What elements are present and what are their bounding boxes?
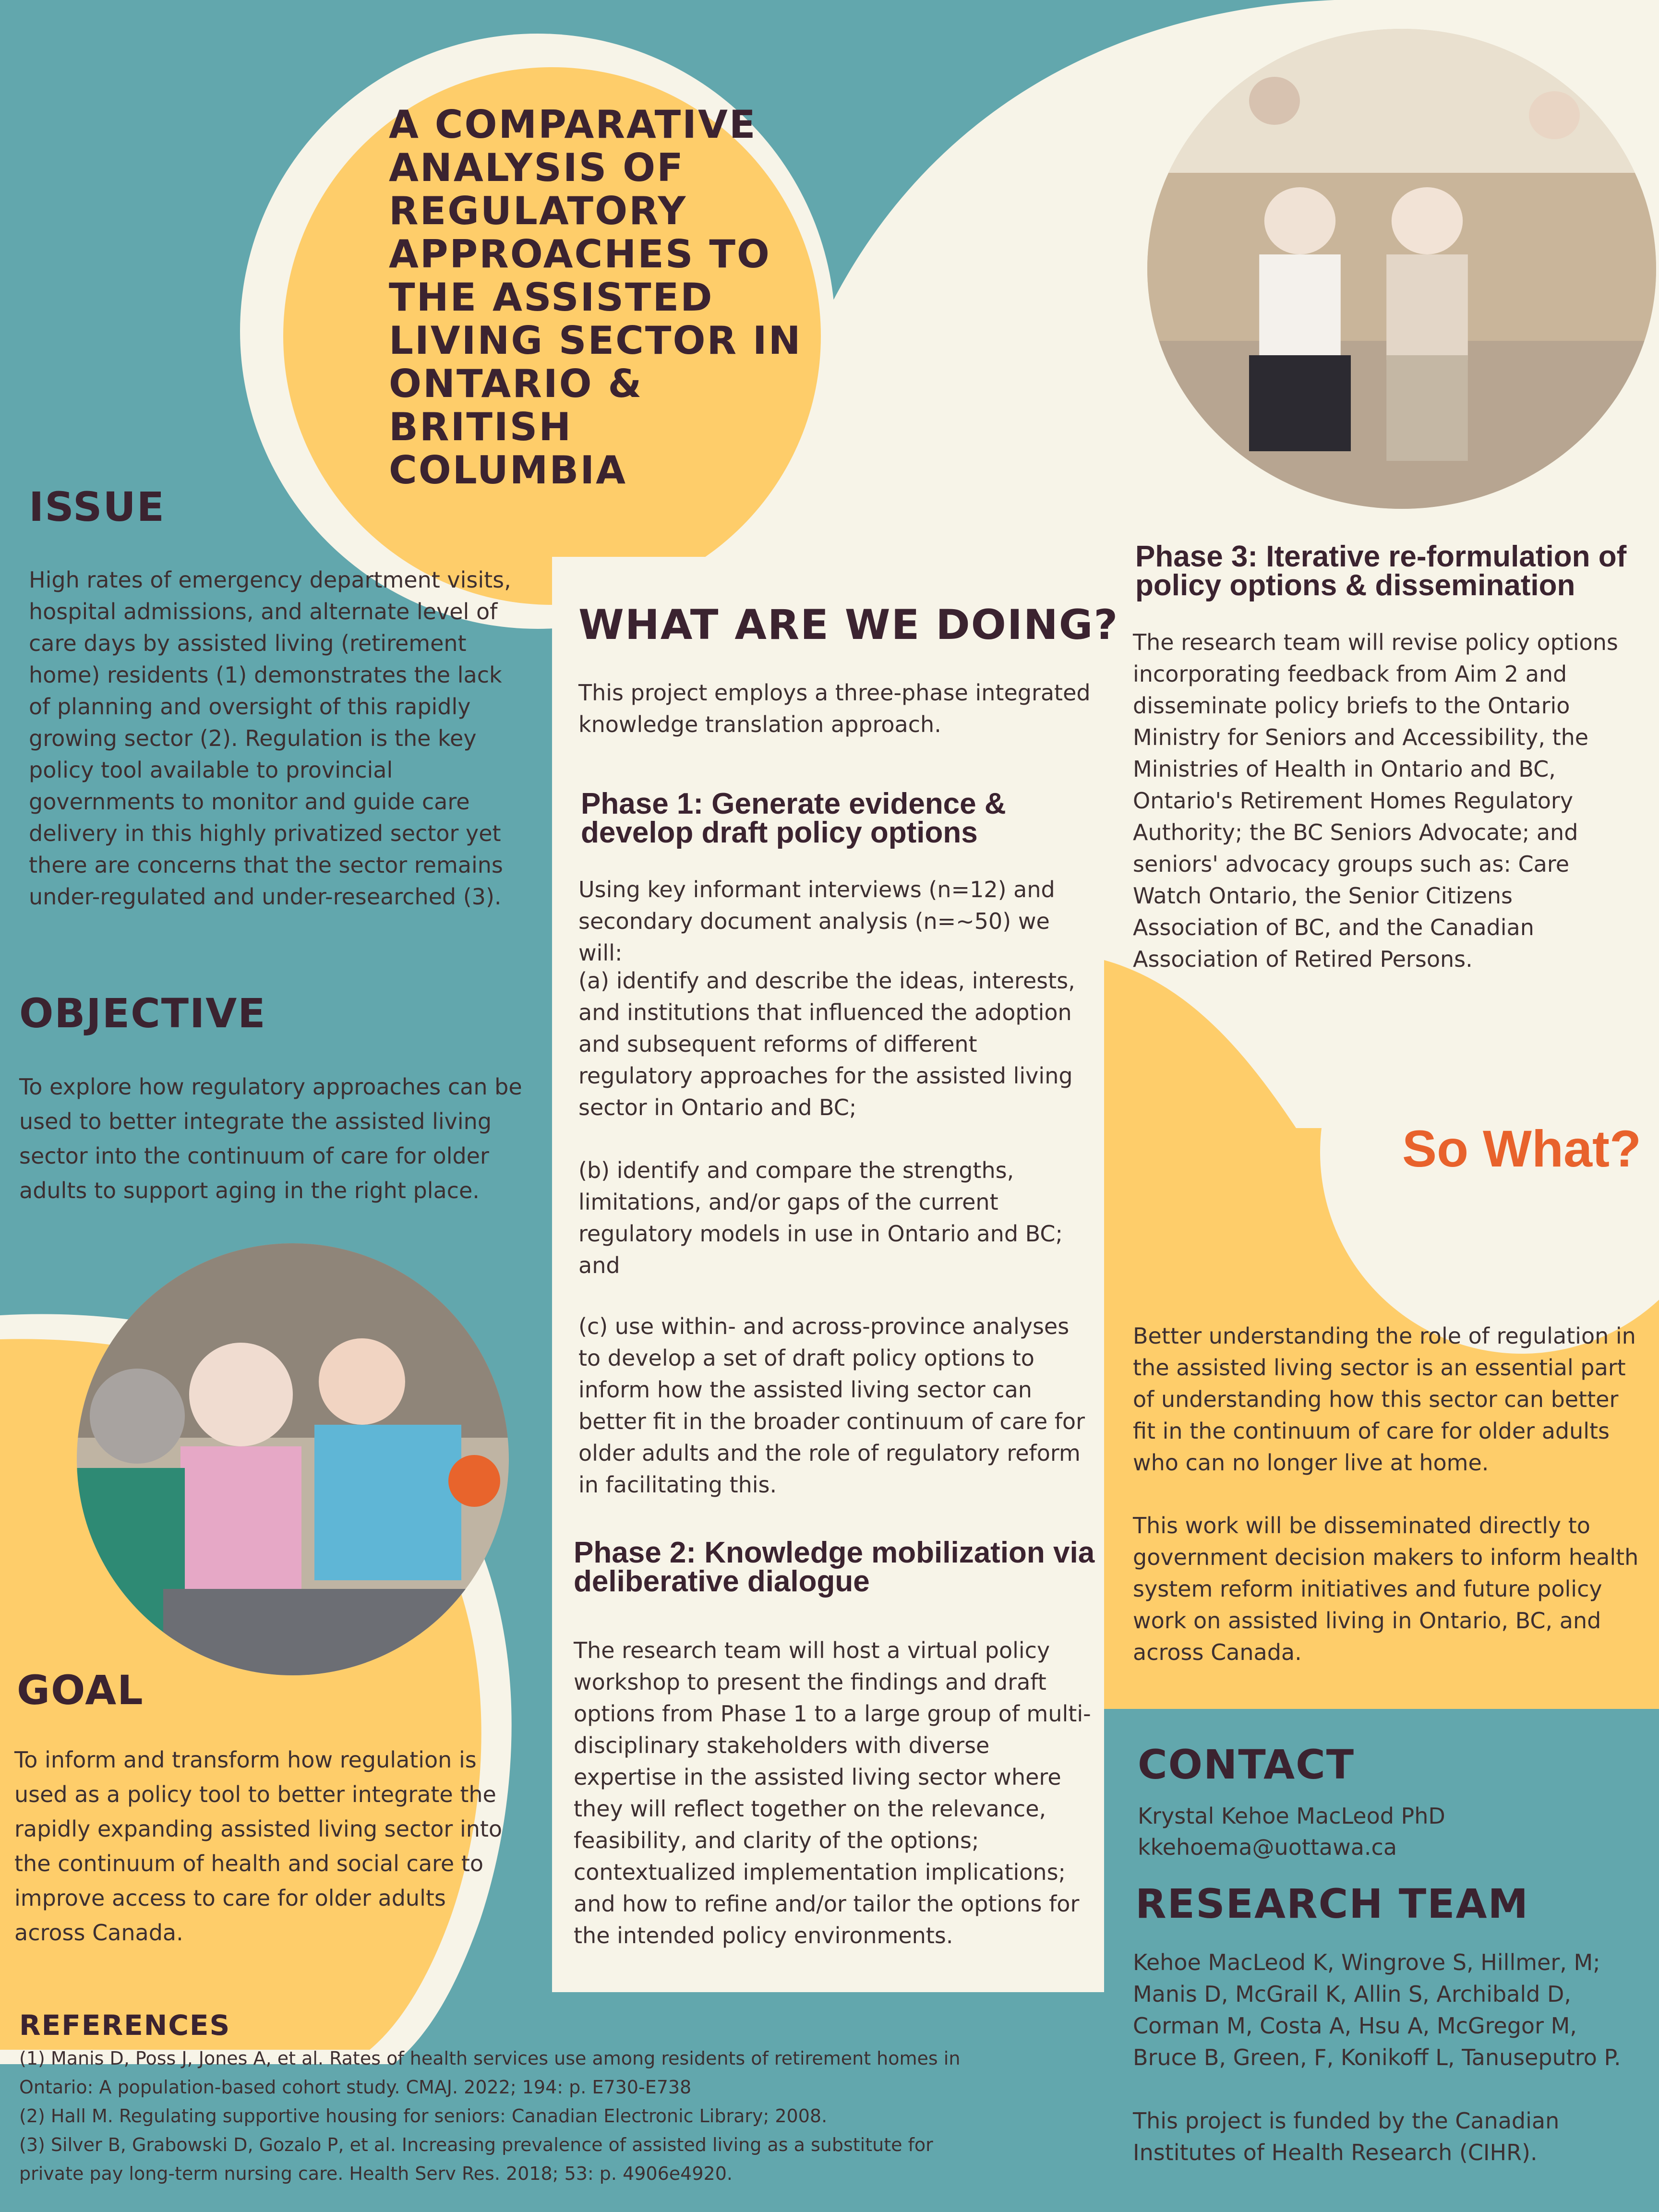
issue-text: High rates of emergency department visits, hospital admissions, and alternate level of care days by assisted living (retirement home) residents (1) demonstrates the lack of planning and oversight of this rapidly growing sector (2). Regulation is the key policy tool available to provincial governments to monitor and guide care delivery in this highly privatized sector yet there are concerns that the sector remains under-regulated and under-researched (3). (29, 567, 511, 910)
team-funding: This project is funded by the Canadian Institutes of Health Research (CIHR). (1133, 2108, 1560, 2165)
phase2-heading: Phase 2: Knowledge mobilization via deliberative dialogue (574, 1536, 1095, 1598)
phase1-item-a: (a) identify and describe the ideas, interests, and institutions that influenced the adoption and subsequent reforms of different regulatory approaches for the assisted living sector in Ontario and BC; (578, 968, 1075, 1120)
sowhat-paragraph-1: Better understanding the role of regulation in the assisted living sector is an essential part of understanding how this sector can better fit in the continuum of care for older adults who can no longer live at home. (1133, 1323, 1636, 1476)
poster-title: A COMPARATIVE ANALYSIS OF REGULATORY APPROACHES TO THE ASSISTED LIVING SECTOR IN ONTARIO & BRITISH COLUMBIA (389, 102, 802, 493)
references-list (19, 2044, 970, 2188)
objective-text: To explore how regulatory approaches can be used to better integrate the assisted living sector into the continuum of care for older adults to support aging in the right place. (19, 1074, 522, 1203)
team-members: Kehoe MacLeod K, Wingrove S, Hillmer, M; Manis D, McGrail K, Allin S, Archibald D, Corman M, Costa A, Hsu A, McGregor M, Bruce B, Green, F, Konikoff L, Tanuseputro P. (1133, 1949, 1621, 2070)
phase1-lead: Using key informant interviews (n=12) and secondary document analysis (n=~50) we will: (578, 877, 1055, 966)
nurse-seniors-photo (77, 1243, 509, 1675)
objective-heading: OBJECTIVE (19, 990, 266, 1037)
sowhat-paragraph-2: This work will be disseminated directly to government decision makers to inform health system reform initiatives and future policy work on assisted living in Ontario, BC, and across Canada. (1133, 1513, 1639, 1665)
team-heading: RESEARCH TEAM (1135, 1880, 1529, 1927)
goal-heading: GOAL (17, 1667, 144, 1714)
what-intro: This project employs a three-phase integrated knowledge translation approach. (578, 680, 1091, 737)
what-heading: WHAT ARE WE DOING? (578, 601, 1119, 649)
references-heading: REFERENCES (19, 2009, 231, 2042)
seniors-exercise-photo (1147, 29, 1656, 509)
reference-item: (2) Hall M. Regulating supportive housing for seniors: Canadian Electronic Library; 2008. (19, 2105, 828, 2127)
phase1-heading: Phase 1: Generate evidence & develop draft policy options (581, 787, 1006, 849)
contact-heading: CONTACT (1138, 1741, 1355, 1788)
reference-item: (1) Manis D, Poss J, Jones A, et al. Rates of health services use among residents of retirement homes in Ontario: A population-based cohort study. CMAJ. 2022; 194: p. E730-E738 (19, 2048, 961, 2098)
contact-name: Krystal Kehoe MacLeod PhD (1138, 1803, 1445, 1829)
phase2-text: The research team will host a virtual policy workshop to present the findings and draft options from Phase 1 to a large group of multi-disciplinary stakeholders with diverse expertise in the assisted living sector where they will reflect together on the relevance, feasibility, and clarity of the options; contextualized implementation implications; and how to refine and/or tailor the options for the intended policy environments. (574, 1637, 1091, 1948)
phase3-text: The research team will revise policy options incorporating feedback from Aim 2 and disseminate policy briefs to the Ontario Ministry for Seniors and Accessibility, the Ministries of Health in Ontario and BC, Ontario's Retirement Homes Regulatory Authority; the BC Seniors Advocate; and seniors' advocacy groups such as: Care Watch Ontario, the Senior Citizens Association of BC, and the Canadian Association of Retired Persons. (1133, 629, 1618, 972)
phase1-item-b: (b) identify and compare the strengths, limitations, and/or gaps of the current regulatory models in use in Ontario and BC; and (578, 1157, 1063, 1278)
goal-text: To inform and transform how regulation is used as a policy tool to better integrate the rapidly expanding assisted living sector into the continuum of health and social care to improve access to care for older adults across Canada. (14, 1747, 503, 1946)
contact-email-link[interactable]: kkehoema@uottawa.ca (1138, 1834, 1397, 1860)
sowhat-heading: So What? (1402, 1119, 1641, 1178)
reference-item: (3) Silver B, Grabowski D, Gozalo P, et al. Increasing prevalence of assisted living as a substitute for private pay long-term nursing care. Health Serv Res. 2018; 53: p. 4906e4920. (19, 2134, 933, 2184)
phase1-item-c: (c) use within- and across-province analyses to develop a set of draft policy options to inform how the assisted living sector can better fit in the broader continuum of care for older adults and the role of regulatory reform in facilitating this. (578, 1313, 1085, 1498)
issue-heading: ISSUE (29, 483, 166, 530)
phase3-heading: Phase 3: Iterative re-formulation of policy options & dissemination (1135, 540, 1627, 602)
